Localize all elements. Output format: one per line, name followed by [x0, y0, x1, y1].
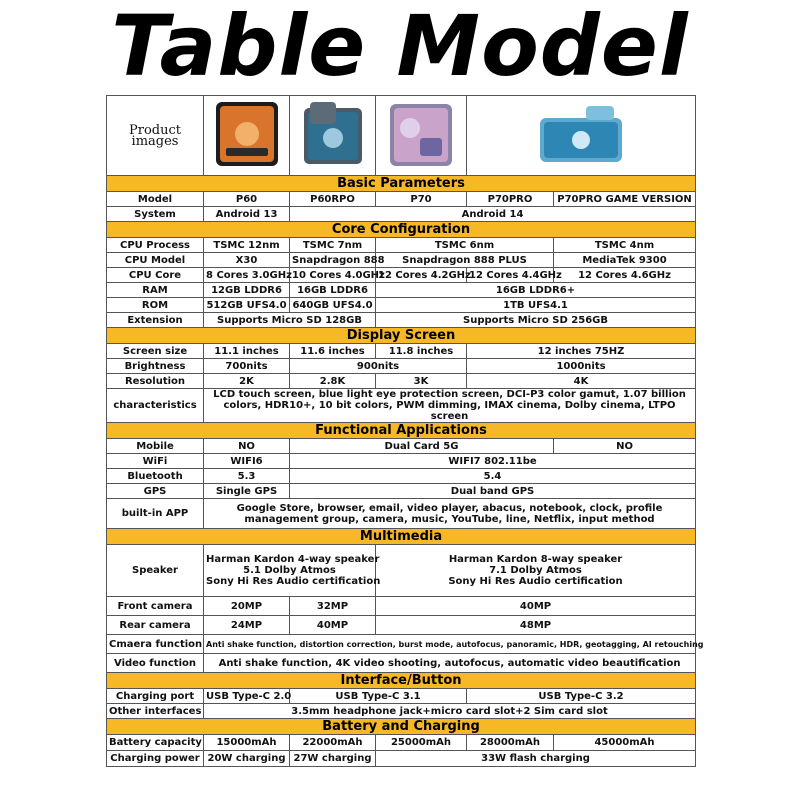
- cell: NO: [204, 439, 290, 454]
- cell: LCD touch screen, blue light eye protection screen, DCI-P3 color gamut, 1.07 billion colors, HDR10+, 10 bit colors, PWM dimming, IMAX cinema, Dolby cinema, LTPO screen: [204, 389, 696, 423]
- cell: P70PRO: [467, 192, 554, 207]
- cell: 11.6 inches: [290, 344, 376, 359]
- row-label: Screen size: [107, 344, 204, 359]
- row-model: [107, 192, 696, 207]
- cell: [376, 545, 696, 597]
- cell: 24MP: [204, 616, 290, 635]
- cell: Anti shake function, distortion correction, burst mode, autofocus, panoramic, HDR, geotagging, AI retouching: [204, 635, 696, 654]
- cell: USB Type-C 2.0: [204, 689, 290, 704]
- row-gps: [107, 484, 696, 499]
- row-label: GPS: [107, 484, 204, 499]
- row-label: Front camera: [107, 597, 204, 616]
- product-images-label: Product images: [107, 96, 204, 176]
- cell: 32MP: [290, 597, 376, 616]
- section-display-screen: Display Screen: [107, 328, 696, 344]
- row-label: CPU Model: [107, 253, 204, 268]
- cell: 12GB LDDR6: [204, 283, 290, 298]
- product-image-p60rpo: [290, 96, 376, 176]
- cell: 12 Cores 4.4GHz: [467, 268, 554, 283]
- cell: P70PRO GAME VERSION: [554, 192, 696, 207]
- cell: 25000mAh: [376, 735, 467, 751]
- cell: 33W flash charging: [376, 751, 696, 767]
- page-title: Table Model: [111, 0, 689, 95]
- cell: 3.5mm headphone jack+micro card slot+2 Sim card slot: [204, 704, 696, 719]
- row-rear-camera: [107, 616, 696, 635]
- cell: 4K: [467, 374, 696, 389]
- row-front-camera: [107, 597, 696, 616]
- row-characteristics: [107, 389, 696, 423]
- cell: NO: [554, 439, 696, 454]
- cell: 28000mAh: [467, 735, 554, 751]
- row-speaker: [107, 545, 696, 597]
- row-charging-power: [107, 751, 696, 767]
- product-images-row: [107, 96, 696, 176]
- speaker-line: 7.1 Dolby Atmos: [489, 565, 582, 576]
- cell: Android 14: [290, 207, 696, 222]
- row-label: Brightness: [107, 359, 204, 374]
- cell: TSMC 4nm: [554, 238, 696, 253]
- row-label: Resolution: [107, 374, 204, 389]
- row-label: ROM: [107, 298, 204, 313]
- row-video-function: [107, 654, 696, 673]
- row-other-interfaces: [107, 704, 696, 719]
- row-builtin-app: [107, 499, 696, 529]
- tablet-image-icon: [386, 98, 456, 170]
- row-label: Battery capacity: [107, 735, 204, 751]
- row-ram: [107, 283, 696, 298]
- cell: WIFI7 802.11be: [290, 454, 696, 469]
- cell: 12 Cores 4.6GHz: [554, 268, 696, 283]
- section-multimedia: Multimedia: [107, 529, 696, 545]
- row-brightness: [107, 359, 696, 374]
- row-label: Mobile: [107, 439, 204, 454]
- cell: 12 Cores 4.2GHz: [376, 268, 467, 283]
- row-label: Speaker: [107, 545, 204, 597]
- row-rom: [107, 298, 696, 313]
- row-cpu-model: [107, 253, 696, 268]
- cell: USB Type-C 3.2: [467, 689, 696, 704]
- row-cpu-process: [107, 238, 696, 253]
- cell: Single GPS: [204, 484, 290, 499]
- cell: 40MP: [290, 616, 376, 635]
- cell: TSMC 7nm: [290, 238, 376, 253]
- cell: 8 Cores 3.0GHz: [204, 268, 290, 283]
- row-label: built-in APP: [107, 499, 204, 529]
- section-core-configuration: Core Configuration: [107, 222, 696, 238]
- cell: 1000nits: [467, 359, 696, 374]
- product-image-p70: [376, 96, 467, 176]
- section-interface-button: Interface/Button: [107, 673, 696, 689]
- cell: USB Type-C 3.1: [290, 689, 467, 704]
- cell: 11.1 inches: [204, 344, 290, 359]
- row-resolution: [107, 374, 696, 389]
- cell: 16GB LDDR6+: [376, 283, 696, 298]
- cell: TSMC 6nm: [376, 238, 554, 253]
- row-label: System: [107, 207, 204, 222]
- cell: P70: [376, 192, 467, 207]
- cell: 12 inches 75HZ: [467, 344, 696, 359]
- row-label: Video function: [107, 654, 204, 673]
- row-bluetooth: [107, 469, 696, 484]
- tablet-image-icon: [298, 98, 368, 170]
- speaker-line: Harman Kardon 8-way speaker: [448, 554, 623, 565]
- cell: MediaTek 9300: [554, 253, 696, 268]
- product-image-p60: [204, 96, 290, 176]
- cell: 900nits: [290, 359, 467, 374]
- cell: 20MP: [204, 597, 290, 616]
- cell: P60RPO: [290, 192, 376, 207]
- cell: X30: [204, 253, 290, 268]
- row-cpu-core: [107, 268, 696, 283]
- cell: 16GB LDDR6: [290, 283, 376, 298]
- cell: 5.4: [290, 469, 696, 484]
- section-basic-parameters: Basic Parameters: [107, 176, 696, 192]
- row-wifi: [107, 454, 696, 469]
- row-camera-function: [107, 635, 696, 654]
- cell: Supports Micro SD 256GB: [376, 313, 696, 328]
- cell: 5.3: [204, 469, 290, 484]
- cell: 48MP: [376, 616, 696, 635]
- row-label: Cmaera function: [107, 635, 204, 654]
- cell: Android 13: [204, 207, 290, 222]
- cell: 45000mAh: [554, 735, 696, 751]
- speaker-line: Harman Kardon 4-way speaker: [206, 554, 380, 565]
- row-mobile: [107, 439, 696, 454]
- product-image-p70pro: [467, 96, 696, 176]
- cell: 15000mAh: [204, 735, 290, 751]
- row-screen-size: [107, 344, 696, 359]
- cell: 2.8K: [290, 374, 376, 389]
- cell: 20W charging: [204, 751, 290, 767]
- cell: Dual band GPS: [290, 484, 696, 499]
- cell: P60: [204, 192, 290, 207]
- cell: Snapdragon 888: [290, 253, 376, 268]
- tablet-image-icon: [212, 98, 282, 170]
- cell: Supports Micro SD 128GB: [204, 313, 376, 328]
- cell: Google Store, browser, email, video player, abacus, notebook, clock, profile management group, camera, music, YouTube, line, Netflix, input method: [204, 499, 696, 529]
- cell: [204, 545, 381, 597]
- speaker-line: 5.1 Dolby Atmos: [243, 565, 336, 576]
- section-functional-applications: Functional Applications: [107, 423, 696, 439]
- cell: 27W charging: [290, 751, 376, 767]
- spec-table: [106, 95, 704, 767]
- row-label: characteristics: [107, 389, 204, 423]
- speaker-line: Sony Hi Res Audio certification: [206, 576, 381, 587]
- row-label: Rear camera: [107, 616, 204, 635]
- row-label: Extension: [107, 313, 204, 328]
- cell: TSMC 12nm: [204, 238, 290, 253]
- row-label: Charging power: [107, 751, 204, 767]
- row-label: Bluetooth: [107, 469, 204, 484]
- row-battery-capacity: [107, 735, 696, 751]
- cell: 640GB UFS4.0: [290, 298, 376, 313]
- row-charging-port: [107, 689, 696, 704]
- row-label: Model: [107, 192, 204, 207]
- cell: 512GB UFS4.0: [204, 298, 290, 313]
- cell: Anti shake function, 4K video shooting, autofocus, automatic video beautification: [204, 654, 696, 673]
- cell: 3K: [376, 374, 467, 389]
- section-battery-charging: Battery and Charging: [107, 719, 696, 735]
- cell: 40MP: [376, 597, 696, 616]
- row-label: RAM: [107, 283, 204, 298]
- cell: 22000mAh: [290, 735, 376, 751]
- cell: 700nits: [204, 359, 290, 374]
- row-system: [107, 207, 696, 222]
- row-label: Charging port: [107, 689, 204, 704]
- cell: 1TB UFS4.1: [376, 298, 696, 313]
- cell: 10 Cores 4.0GHz: [290, 268, 376, 283]
- row-label: WiFi: [107, 454, 204, 469]
- cell: 11.8 inches: [376, 344, 467, 359]
- row-label: CPU Process: [107, 238, 204, 253]
- row-label: CPU Core: [107, 268, 204, 283]
- tablet-image-icon: [536, 98, 626, 170]
- cell: Dual Card 5G: [290, 439, 554, 454]
- speaker-line: Sony Hi Res Audio certification: [448, 576, 623, 587]
- cell: Snapdragon 888 PLUS: [376, 253, 554, 268]
- cell: 2K: [204, 374, 290, 389]
- row-label: Other interfaces: [107, 704, 204, 719]
- row-extension: [107, 313, 696, 328]
- cell: WIFI6: [204, 454, 290, 469]
